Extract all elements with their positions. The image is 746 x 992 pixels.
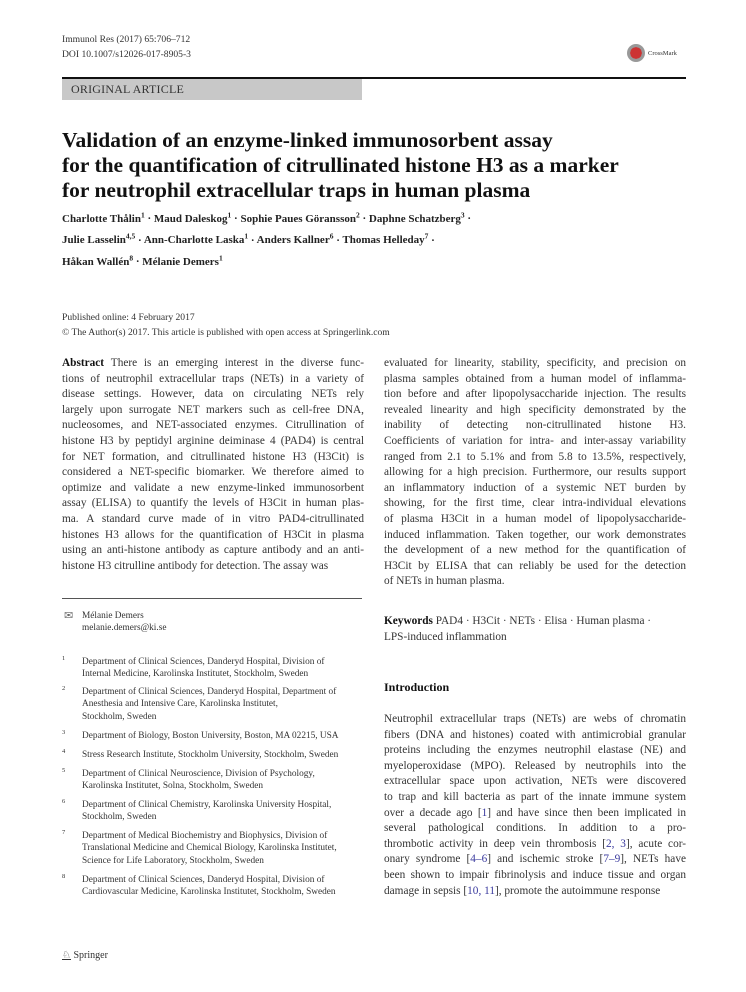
text-line — [62, 356, 364, 372]
introduction-text — [384, 712, 686, 899]
author[interactable] — [62, 210, 145, 225]
affiliation-line: Karolinska Institutet, Solna, Stockholm, Sweden — [82, 781, 264, 792]
keywords — [384, 614, 686, 645]
affiliation-line: Department of Clinical Neuroscience, Division of Psychology, — [82, 769, 315, 779]
text-line: assay (ELISA) to quantify the levels of H3Cit in human plas- — [62, 497, 364, 510]
keywords-line: PAD4 · H3Cit · NETs · Elisa · Human plasma · — [435, 615, 652, 627]
text-line: the development of a new method for the quantification of — [384, 544, 686, 557]
affiliation-line: Stress Research Institute, Stockholm University, Stockholm, Sweden — [82, 750, 339, 760]
introduction-heading: Introduction — [384, 680, 450, 694]
text-line: nucleosomes, and NET-associated enzymes. Citrullination of — [62, 419, 364, 432]
text-line: proteins including the enzymes neutrophil elastase (NE) and — [384, 744, 686, 757]
springer-logo-icon: ♘ — [62, 950, 71, 961]
author-name[interactable]: Ann-Charlotte Laska — [143, 234, 245, 247]
text-line: been shown to impair fibrinolysis and induce tissue and organ — [384, 868, 686, 881]
text-line: histone H3 by peptidyl arginine deiminase 4 (PAD4) is central — [62, 434, 364, 447]
author[interactable] — [62, 231, 136, 247]
citation-link[interactable]: 4–6 — [470, 853, 488, 866]
crossmark-icon[interactable] — [627, 44, 645, 62]
text-line: histones H3 allows for the quantification of H3Cit in plasma — [62, 528, 364, 541]
author[interactable] — [153, 210, 232, 225]
author-name[interactable]: Sophie Paues Göransson — [240, 212, 356, 225]
affiliation-line: Department of Clinical Sciences, Danderyd Hospital, Division of — [82, 875, 325, 885]
affiliation-line: Stockholm, Sweden — [82, 711, 157, 722]
abstract-right-column — [384, 356, 686, 590]
text-line: for NET formation, and citrullinated histone H3 (H3Cit) is — [62, 450, 364, 463]
affiliation-line: Internal Medicine, Karolinska Institutet, Stockholm, Sweden — [82, 669, 309, 680]
abstract-heading: Abstract — [62, 357, 105, 369]
affiliation-line: Stockholm, Sweden — [82, 812, 157, 823]
affiliation-line: Cardiovascular Medicine, Karolinska Institutet, Stockholm, Sweden — [82, 887, 336, 898]
citation-link[interactable]: 1 — [481, 806, 488, 819]
publisher-name: Springer — [73, 950, 108, 961]
section-label-box — [62, 79, 362, 100]
text-line: evaluated for linearity, stability, specificity, and precision on — [384, 357, 686, 369]
text-line: considered a NET-specific biomarker. We therefore aimed to — [62, 466, 364, 479]
section-label: ORIGINAL ARTICLE — [71, 82, 185, 96]
author-affiliation-number: 4,5 — [125, 231, 136, 241]
affiliation-line: Department of Clinical Sciences, Danderyd Hospital, Division of — [82, 657, 325, 667]
text-line: disease settings. However, data on circulating NETs rely — [62, 388, 364, 401]
text-line: ma. A standard curve made of in vitro PAD4-citrullinated — [62, 512, 364, 525]
copyright-notice: © The Author(s) 2017. This article is published with open access at Springerlink.com — [62, 327, 390, 338]
text-line: ranged from 2.1 to 5.1% and from 5.8 to 13.5%, respectively, — [384, 450, 686, 463]
author-affiliation-number: 7 — [424, 231, 429, 241]
text-line: of plasma H3Cit in a human model of lipopolysaccharide- — [384, 512, 686, 525]
affiliation-text — [82, 874, 372, 899]
author-affiliation-number: 1 — [218, 253, 223, 263]
text-line: several pathological conditions. In addition to a pro- — [384, 822, 686, 835]
text-line: inability of detecting non-citrullinated histone H3. — [384, 419, 686, 432]
text-line: showing, for the first time, clear intra-individual elevations — [384, 497, 686, 510]
author-affiliation-number: 8 — [129, 253, 134, 263]
affiliation-text — [82, 768, 372, 793]
text-line: myeloperoxidase (MPO). Released by neutrophils into the — [384, 759, 686, 772]
affiliation-text — [82, 656, 372, 681]
keywords-heading: Keywords — [384, 615, 433, 627]
author[interactable] — [142, 253, 223, 268]
text-line: tion before and after lipopolysaccharide injection. The results — [384, 388, 686, 401]
correspondence-name: Mélanie Demers — [82, 611, 144, 621]
author-name[interactable]: Thomas Helleday — [342, 234, 425, 247]
text-line: allowing for a high precision. Furthermore, our results support — [384, 466, 686, 479]
author[interactable] — [240, 210, 360, 225]
affiliation-number: 5 — [62, 767, 66, 774]
affiliation-text — [82, 799, 372, 824]
text-line: damage in sepsis [10, 11], promote the autoimmune response — [384, 884, 661, 897]
title-line: for neutrophil extracellular traps in human plasma — [62, 178, 531, 202]
text-line: extracellular space upon activation, NETs were discovered — [384, 775, 686, 788]
author[interactable] — [342, 231, 429, 247]
doi[interactable]: DOI 10.1007/s12026-017-8905-3 — [62, 49, 191, 60]
citation-link[interactable]: 10, 11 — [467, 884, 495, 897]
affiliation-line: Department of Clinical Sciences, Danderyd Hospital, Department of — [82, 687, 337, 697]
citation-link[interactable]: 7–9 — [603, 853, 621, 866]
crossmark-label[interactable]: CrossMark — [648, 50, 677, 57]
affiliation-number: 2 — [62, 685, 66, 692]
text-line: Neutrophil extracellular traps (NETs) are webs of chromatin — [384, 713, 686, 725]
affiliation-text — [82, 686, 372, 723]
affiliation-number: 4 — [62, 748, 66, 755]
affiliation-number: 6 — [62, 798, 66, 805]
text-line: thrombotic activity in deep vein thrombosis [2, 3], acute cor- — [384, 837, 687, 850]
author-affiliation-number: 3 — [460, 210, 465, 219]
text-line: onary syndrome [4–6] and ischemic stroke [7–9], NETs have — [384, 853, 686, 866]
text-line: largely upon surrogate NET markers such as cell-free DNA, — [62, 403, 364, 416]
author-name[interactable]: Charlotte Thålin — [62, 212, 141, 225]
author[interactable] — [62, 253, 134, 268]
envelope-icon: ✉ — [64, 610, 74, 622]
text-line: using an anti-histone antibody as capture antibody and an anti- — [62, 544, 364, 557]
affiliation-number: 1 — [62, 655, 66, 662]
text-line: over a decade ago [1] and have since then been implicated in — [384, 806, 687, 819]
affiliation-number: 3 — [62, 729, 66, 736]
text-line: induced inflammation. Taken together, our work demonstrates — [384, 528, 686, 541]
affiliation-line: Department of Medical Biochemistry and Biophysics, Division of — [82, 831, 328, 841]
text-line: Coefficients of variation for intra- and inter-assay variability — [384, 434, 686, 447]
affiliation-number: 7 — [62, 829, 66, 836]
author-name[interactable]: Anders Kallner — [256, 234, 330, 247]
author-affiliation-number: 2 — [355, 210, 360, 219]
text-line: an inflammatory induction of a systemic NET burden by — [384, 481, 686, 494]
footnote-rule — [62, 598, 362, 599]
author-name[interactable]: Maud Daleskog — [153, 212, 228, 225]
affiliation-text — [82, 749, 372, 761]
text-line: H3Cit by ELISA that can reliably be used for the detection — [384, 559, 686, 572]
author-name[interactable]: Daphne Schatzberg — [368, 212, 461, 225]
correspondence — [82, 610, 166, 635]
author-affiliation-number: 6 — [329, 231, 334, 241]
affiliation-line: Translational Medicine and Chemical Biology, Karolinska Institutet, — [82, 843, 337, 854]
affiliation-number: 8 — [62, 873, 66, 880]
affiliation-line: Science for Life Laboratory, Stockholm, Sweden — [82, 855, 264, 866]
correspondence-email[interactable]: melanie.demers@ki.se — [82, 623, 167, 634]
citation-link[interactable]: 2, 3 — [606, 837, 626, 850]
text-line: of NETs in human plasma. — [384, 575, 505, 588]
text-line: histone H3 citrulline antibody for detection. The assay was — [62, 559, 329, 572]
journal-citation: Immunol Res (2017) 65:706–712 — [62, 34, 191, 45]
text-line: revealed linearity and high specificity demonstrated by the — [384, 403, 686, 416]
affiliation-text — [82, 730, 372, 742]
author-name[interactable]: Mélanie Demers — [142, 255, 219, 268]
affiliation-line: Department of Biology, Boston University, Boston, MA 02215, USA — [82, 731, 339, 741]
author-affiliation-number: 1 — [244, 231, 249, 241]
text-line: plasma samples obtained from a human model of inflamma- — [384, 372, 686, 385]
affiliation-line: Anesthesia and Intensive Care, Karolinska Institutet, — [82, 699, 278, 710]
author-affiliation-number: 1 — [140, 210, 145, 219]
author-affiliation-number: 1 — [227, 210, 232, 219]
author[interactable] — [368, 210, 465, 225]
affiliation-text — [82, 830, 372, 867]
author-name[interactable]: Julie Lasselin — [62, 234, 126, 247]
text-line: tions of neutrophil extracellular traps (NETs) in a variety of — [62, 372, 364, 385]
text-segment: There is an emerging interest in the diverse func- — [110, 357, 364, 369]
title-line: for the quantification of citrullinated histone H3 as a marker — [62, 153, 619, 177]
springer-footer — [62, 950, 108, 961]
text-line: optimize and validate a new enzyme-linked immunosorbent — [62, 481, 364, 494]
text-line: fibers (DNA and histones) coated with antimicrobial granular — [384, 728, 686, 741]
affiliation-line: Department of Clinical Chemistry, Karolinska University Hospital, — [82, 800, 332, 810]
article-title — [62, 128, 702, 203]
author[interactable] — [256, 231, 334, 247]
author-name[interactable]: Håkan Wallén — [62, 255, 130, 268]
author[interactable] — [143, 231, 249, 247]
author-list: Charlotte Thålin$^1$ · Maud Daleskog$^1$ · Sophie Paues Göransson$^2$ · Daphne Schatzberg$^3$ · Julie Lasselin$^{4,5}$ · Ann-Charlotte Laska$^1$ · Anders Kallner$^6$ · Thomas Helleday$^7$ · Håkan Wallén$^8$ · Mélanie Demers$^1$ — [62, 210, 472, 268]
abstract-left-column — [62, 356, 364, 574]
keywords-line: LPS-induced inflammation — [384, 630, 507, 643]
title-line: Validation of an enzyme-linked immunosorbent assay — [62, 128, 553, 152]
text-line: to trap and kill bacteria as part of the innate immune system — [384, 790, 686, 803]
published-date: Published online: 4 February 2017 — [62, 312, 195, 323]
